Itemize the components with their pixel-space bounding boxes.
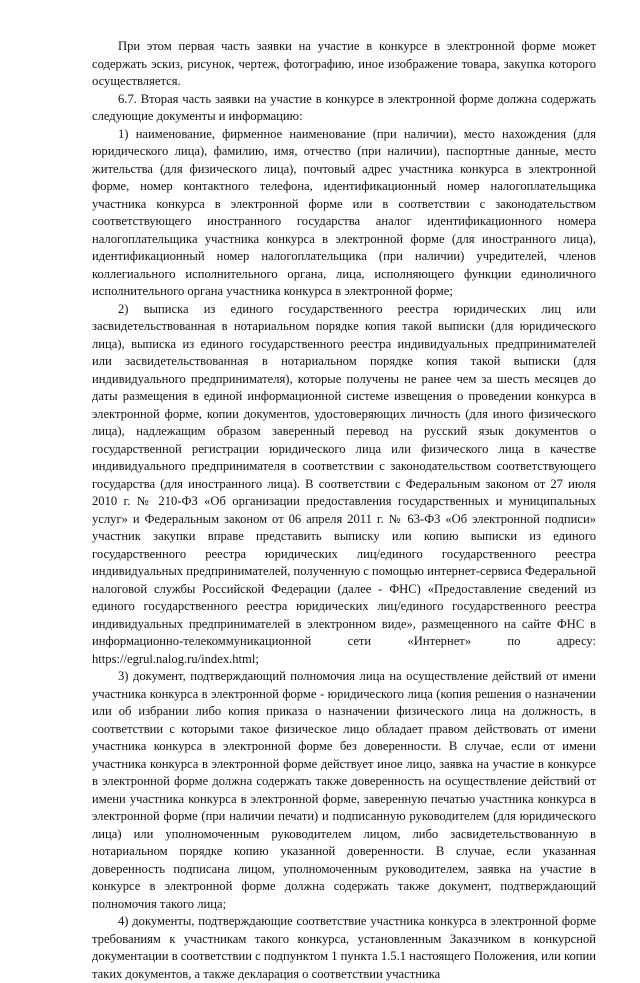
list-item-4: 4) документы, подтверждающие соответствие участника конкурса в электронной форме требованиям к участникам такого конкурса, установленным Заказчиком в конкурсной документации в соответствии с подпунктом 1 пункта 1.5.1 настоящего Положения, или копии таких документов, а также декларация о соответствии участника (92, 914, 596, 981)
paragraph-section-6-7: 6.7. Вторая часть заявки на участие в конкурсе в электронной форме должна содержать следующие документы и информацию: (92, 91, 596, 123)
list-item-2: 2) выписка из единого государственного реестра юридических лиц или засвидетельствованная в нотариальном порядке копия такой выписки (для юридического лица), выписка из единого государственного реестра индивидуальных предпринимателей или засвидетельствованная в нотариальном порядке копия такой выписки (для индивидуального предпринимателя), которые получены не ранее чем за шесть месяцев до даты размещения в единой информационной системе извещения о проведении конкурса в электронной форме, копии документов, удостоверяющих личность (для иного физического лица), надлежащим образом заверенный перевод на русский язык документов о государственной регистрации юридического лица или физического лица в качестве индивидуального предпринимателя в соответствии с законодательством соответствующего государства (для иностранного лица). В соответствии с Федеральным законом от 27 июля 2010 г. № 210-ФЗ «Об организации предоставления государственных и муниципальных услуг» и Федеральным законом от 06 апреля 2011 г. № 63-ФЗ «Об электронной подписи» участник закупки вправе представить выписку или копию выписки из единого государственного реестра юридических лиц/единого государственного реестра индивидуальных предпринимателей, полученную с помощью интернет-сервиса Федеральной налоговой службы Российской Федерации (далее - ФНС) «Предоставление сведений из единого государственного реестра юридических лиц/единого государственного реестра индивидуальных предпринимателей в электронном виде», размещенного на сайте ФНС в информационно-телекоммуникационной сети «Интернет» по адресу: https://egrul.nalog.ru/index.html; (92, 301, 596, 666)
list-item-3: 3) документ, подтверждающий полномочия лица на осуществление действий от имени участника конкурса в электронной форме - юридического лица (копия решения о назначении или об избрании либо копия приказа о назначении физического лица на должность, в соответствии с которыми такое физическое лицо обладает правом действовать от имени участника конкурса в электронной форме без доверенности. В случае, если от имени участника конкурса в электронной форме действует иное лицо, заявка на участие в конкурсе в электронной форме должна содержать также доверенность на осуществление действий от имени участника конкурса в электронной форме, заверенную печатью участника конкурса в электронной форме (при наличии печати) и подписанную руководителем (для юридического лица) или уполномоченным руководителем лицом, либо засвидетельствованную в нотариальном порядке копию указанной доверенности. В случае, если указанная доверенность подписана лицом, уполномоченным руководителем, заявка на участие в конкурсе в электронной форме должна содержать также документ, подтверждающий полномочия такого лица; (92, 669, 596, 911)
list-item-1: 1) наименование, фирменное наименование (при наличии), место нахождения (для юридического лица), фамилию, имя, отчество (при наличии), паспортные данные, место жительства (для физического лица), почтовый адрес участника конкурса в электронной форме, номер контактного телефона, идентификационный номер налогоплательщика участника конкурса в электронной форме или в соответствии с законодательством соответствующего иностранного государства аналог идентификационного номера налогоплательщика участника конкурса в электронной форме (для иностранного лица), идентификационный номер налогоплательщика (при наличии) учредителей, членов коллегиального исполнительного органа, лица, исполняющего функции единоличного исполнительного органа участника конкурса в электронной форме; (92, 126, 596, 298)
document-page (92, 38, 596, 983)
paragraph-intro: При этом первая часть заявки на участие в конкурсе в электронной форме может содержать эскиз, рисунок, чертеж, фотографию, иное изображение товара, закупка которого осуществляется. (92, 39, 596, 88)
